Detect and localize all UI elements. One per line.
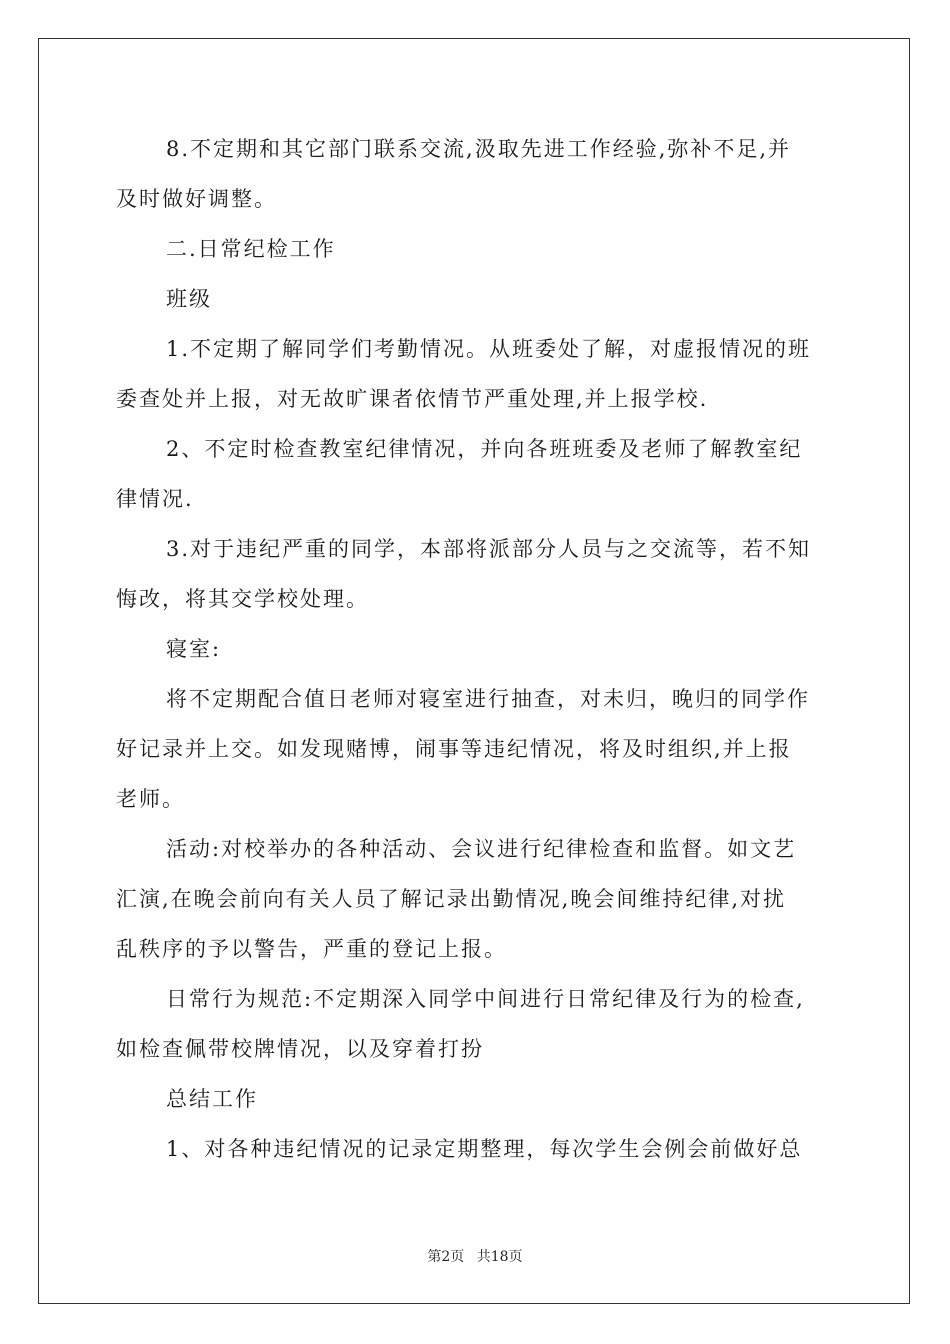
text-line: 将不定期配合值日老师对寝室进行抽查，对未归，晚归的同学作: [166, 687, 810, 711]
page-number: 第2页: [427, 1249, 465, 1265]
text-line: 汇演,在晚会前向有关人员了解记录出勤情况,晚会间维持纪律,对扰: [116, 887, 787, 911]
document-body: [116, 124, 836, 1174]
text-line: 班级: [166, 287, 212, 311]
text-line: 好记录并上交。如发现赌博，闹事等违纪情况，将及时组织,并上报: [116, 737, 792, 761]
text-line: 日常行为规范:不定期深入同学中间进行日常纪律及行为的检查,: [166, 987, 805, 1011]
text-line: 老师。: [116, 787, 185, 811]
text-line: 3.对于违纪严重的同学，本部将派部分人员与之交流等，若不知: [166, 537, 812, 561]
text-line: 8.不定期和其它部门联系交流,汲取先进工作经验,弥补不足,并: [166, 137, 792, 161]
text-line: 活动:对校举办的各种活动、会议进行纪律检查和监督。如文艺: [166, 837, 797, 861]
text-line: 律情况.: [116, 487, 194, 511]
text-line: 委查处并上报，对无故旷课者依情节严重处理,并上报学校.: [116, 387, 709, 411]
page-footer: [0, 1246, 950, 1266]
text-line: 2、不定时检查教室纪律情况，并向各班班委及老师了解教室纪: [166, 437, 803, 461]
page-total: 共18页: [476, 1249, 523, 1265]
text-line: 二.日常纪检工作: [166, 237, 336, 261]
text-line: 总结工作: [166, 1087, 258, 1111]
text-line: 寝室:: [166, 637, 222, 661]
text-line: 乱秩序的予以警告，严重的登记上报。: [116, 937, 507, 961]
text-line: 及时做好调整。: [116, 187, 277, 211]
text-line: 1、对各种违纪情况的记录定期整理，每次学生会例会前做好总: [166, 1137, 803, 1161]
text-line: 悔改，将其交学校处理。: [116, 587, 369, 611]
text-line: 如检查佩带校牌情况，以及穿着打扮: [116, 1037, 484, 1061]
text-line: 1.不定期了解同学们考勤情况。从班委处了解，对虚报情况的班: [166, 337, 812, 361]
